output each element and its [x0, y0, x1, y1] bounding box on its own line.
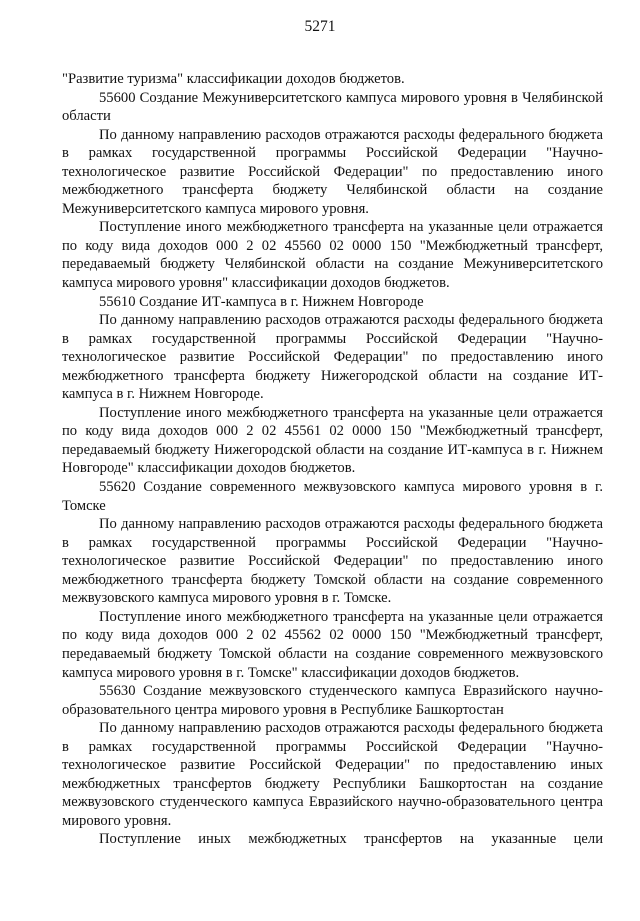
section-heading-55610: 55610 Создание ИТ-кампуса в г. Нижнем Новгороде — [99, 293, 424, 310]
paragraph-expenses-55620: По данному направлению расходов отражаются расходы федерального бюджета в рамках государственной программы Российской Федерации "Научно-технологическое развитие Российской Федерации" по предоставлению иного межбюджетного трансферта бюджету Томской области на создание современного межвузовского кампуса мирового уровня в г. Томске. — [62, 516, 603, 607]
paragraph-expenses-55610: По данному направлению расходов отражаются расходы федерального бюджета в рамках государственной программы Российской Федерации "Научно-технологическое развитие Российской Федерации" по предоставлению иного межбюджетного трансферта бюджету Нижегородской области на создание ИТ-кампуса в г. Нижнем Новгороде. — [62, 312, 603, 403]
paragraph-revenue-55600: Поступление иного межбюджетного трансферта на указанные цели отражается по коду вида доходов 000 2 02 45560 02 0000 150 "Межбюджетный трансферт, передаваемый бюджету Челябинской области на создание Межуниверситетского кампуса мирового уровня" классификации доходов бюджетов. — [62, 219, 603, 292]
section-heading-55620: 55620 Создание современного межвузовского кампуса мирового уровня в г. Томске — [62, 479, 603, 514]
section-heading-55630: 55630 Создание межвузовского студенческого кампуса Евразийского научно-образовательного центра мирового уровня в Республике Башкортостан — [62, 683, 603, 718]
page-number: 5271 — [304, 18, 336, 35]
paragraph-revenue-55630: Поступление иных межбюджетных трансфертов на указанные цели — [99, 831, 603, 848]
document-body — [62, 70, 603, 849]
paragraph-expenses-55630: По данному направлению расходов отражаются расходы федерального бюджета в рамках государственной программы Российской Федерации "Научно-технологическое развитие Российской Федерации" по предоставлению иных межбюджетных трансфертов бюджету Республики Башкортостан на создание межвузовского студенческого кампуса Евразийского научно-образовательного центра мирового уровня. — [62, 720, 603, 829]
paragraph-continuation: "Развитие туризма" классификации доходов бюджетов. — [62, 71, 405, 87]
paragraph-expenses-55600: По данному направлению расходов отражаются расходы федерального бюджета в рамках государственной программы Российской Федерации "Научно-технологическое развитие Российской Федерации" по предоставлению иного межбюджетного трансферта бюджету Челябинской области на создание Межуниверситетского кампуса мирового уровня. — [62, 126, 603, 217]
paragraph-revenue-55610: Поступление иного межбюджетного трансферта на указанные цели отражается по коду вида доходов 000 2 02 45561 02 0000 150 "Межбюджетный трансферт, передаваемый бюджету Нижегородской области на создание ИТ-кампуса в г. Нижнем Новгороде" классификации доходов бюджетов. — [62, 404, 603, 477]
section-heading-55600: 55600 Создание Межуниверситетского кампуса мирового уровня в Челябинской области — [62, 89, 603, 125]
paragraph-revenue-55620: Поступление иного межбюджетного трансферта на указанные цели отражается по коду вида доходов 000 2 02 45562 02 0000 150 "Межбюджетный трансферт, передаваемый бюджету Томской области на создание современного межвузовского кампуса мирового уровня в г. Томске" классификации доходов бюджетов. — [62, 608, 603, 681]
